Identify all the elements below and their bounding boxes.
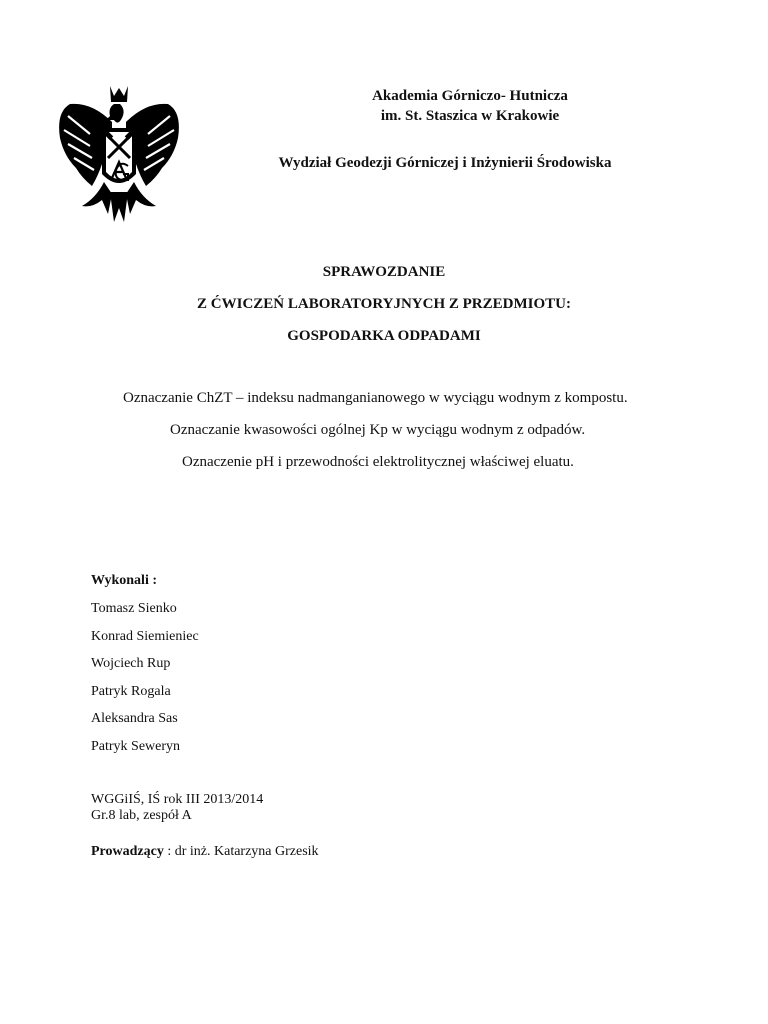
- year-line: WGGiIŚ, IŚ rok III 2013/2014: [91, 792, 264, 807]
- group-line: Gr.8 lab, zespół A: [91, 808, 192, 823]
- footer-section: [91, 792, 319, 860]
- author-name: Aleksandra Sas: [91, 711, 178, 726]
- supervisor-label: Prowadzący: [91, 844, 164, 859]
- university-patron: im. St. Staszica w Krakowie: [380, 108, 560, 124]
- faculty-name: Wydział Geodezji Górniczej i Inżynierii Środowiska: [278, 155, 612, 171]
- report-title: SPRAWOZDANIE: [322, 264, 446, 280]
- authors-section: [91, 573, 199, 766]
- author-name: Patryk Rogala: [91, 683, 171, 699]
- authors-label: Wykonali :: [91, 573, 157, 588]
- topic-item: Oznaczenie pH i przewodności elektrolitycznej właściwej eluatu.: [182, 454, 574, 470]
- topic-item: Oznaczanie ChZT – indeksu nadmanganianowego w wyciągu wodnym z kompostu.: [123, 390, 628, 406]
- author-name: Wojciech Rup: [91, 656, 171, 671]
- university-header: [258, 86, 682, 126]
- subject-name: GOSPODARKA ODPADAMI: [287, 328, 481, 344]
- author-name: Patryk Seweryn: [91, 738, 181, 754]
- agh-eagle-emblem-icon: [52, 82, 186, 228]
- author-name: Tomasz Sienko: [91, 601, 177, 616]
- author-name: Konrad Siemieniec: [91, 628, 199, 644]
- report-subtitle: Z ĆWICZEŃ LABORATORYJNYCH Z PRZEDMIOTU:: [197, 296, 571, 312]
- supervisor-name: : dr inż. Katarzyna Grzesik: [163, 844, 319, 859]
- topic-item: Oznaczanie kwasowości ogólnej Kp w wyciągu wodnym z odpadów.: [170, 422, 586, 438]
- supervisor-line: [91, 844, 319, 860]
- university-name: Akademia Górniczo- Hutnicza: [372, 88, 568, 104]
